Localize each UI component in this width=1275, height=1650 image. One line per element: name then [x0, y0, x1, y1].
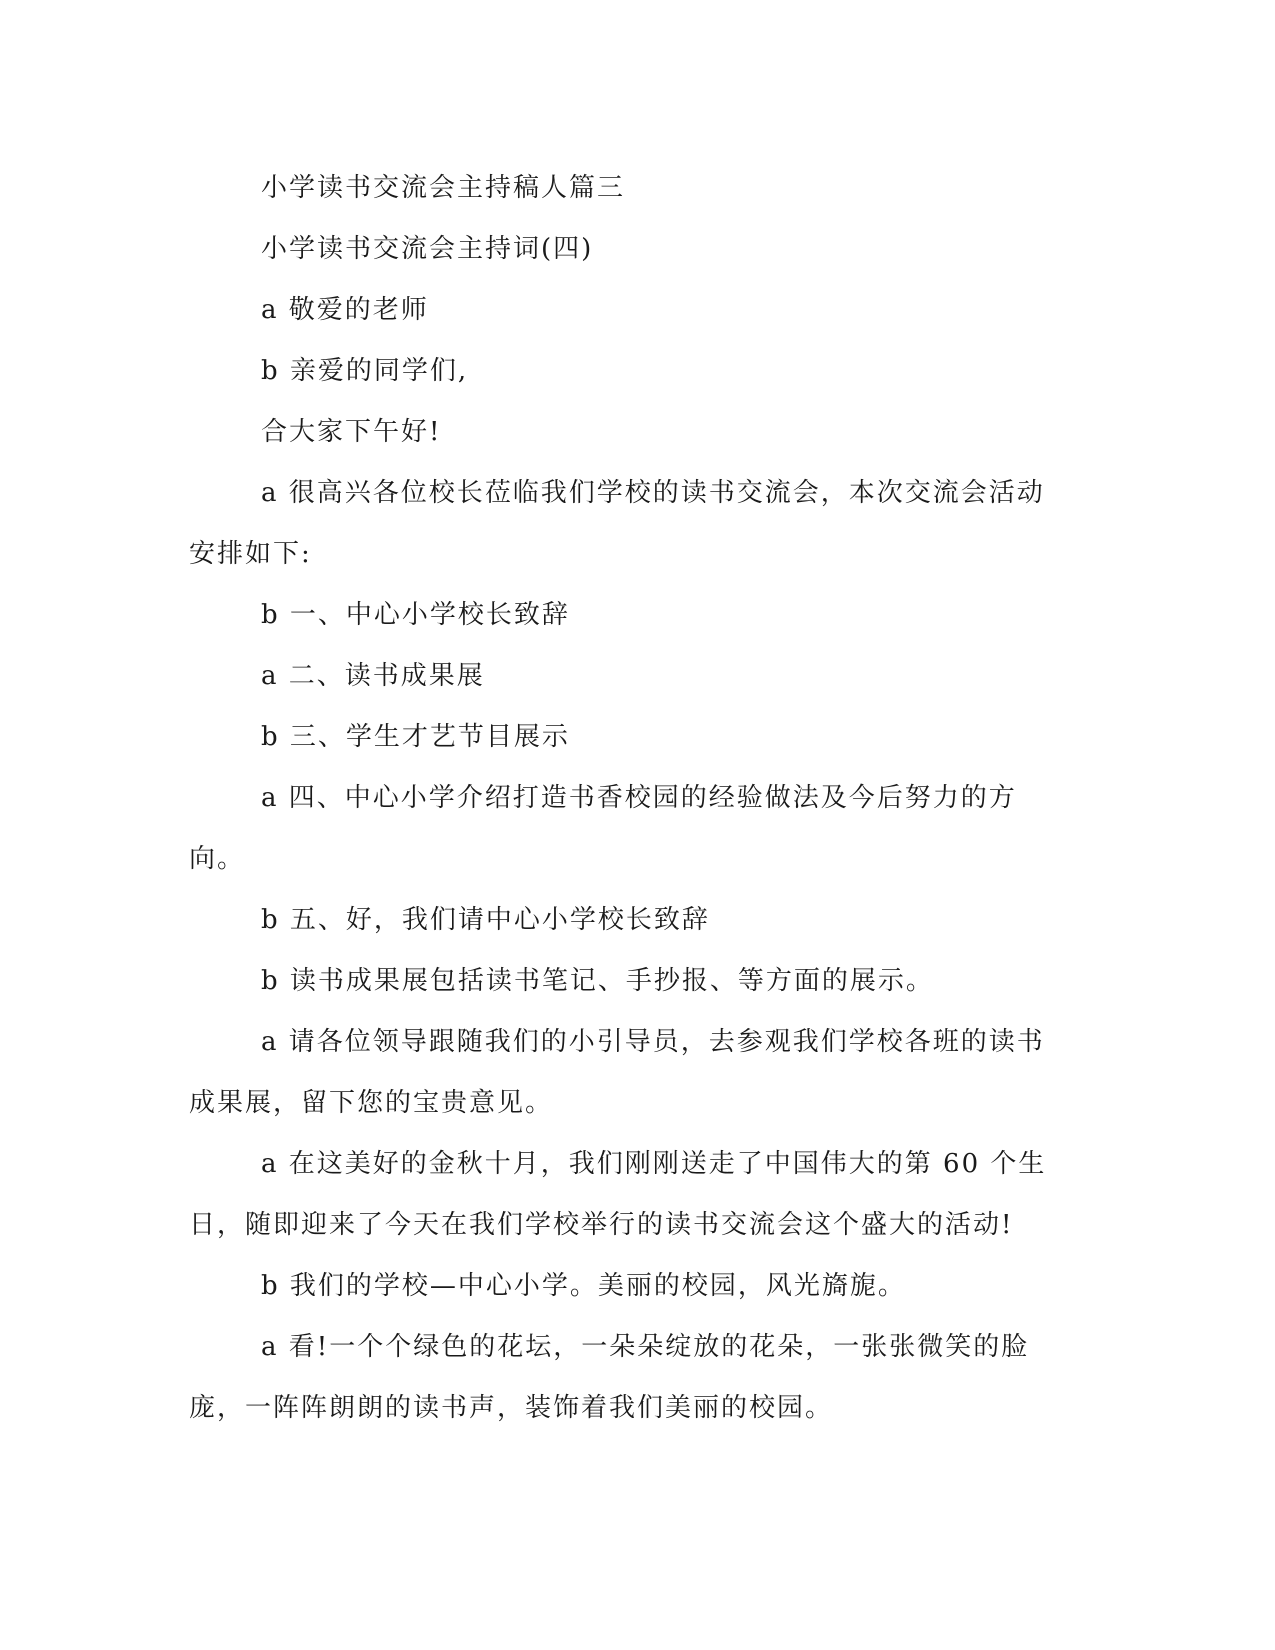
paragraph: a 四、中心小学介绍打造书香校园的经验做法及今后努力的方向。	[189, 783, 1017, 874]
document-subheading: 小学读书交流会主持词(四)	[261, 234, 594, 264]
paragraph: 合大家下午好!	[261, 417, 442, 447]
document-heading: 小学读书交流会主持稿人篇三	[261, 173, 626, 203]
paragraph: b 亲爱的同学们,	[261, 356, 469, 386]
paragraph: a 在这美好的金秋十月，我们刚刚送走了中国伟大的第 60 个生日，随即迎来了今天在我们学校举行的读书交流会这个盛大的活动!	[189, 1149, 1047, 1240]
document-body	[189, 158, 1069, 1439]
paragraph: b 五、好，我们请中心小学校长致辞	[261, 905, 710, 935]
paragraph: a 很高兴各位校长莅临我们学校的读书交流会，本次交流会活动安排如下:	[189, 478, 1045, 569]
paragraph: b 读书成果展包括读书笔记、手抄报、等方面的展示。	[261, 966, 934, 996]
paragraph: b 我们的学校—中心小学。美丽的校园，风光旖旎。	[261, 1271, 906, 1301]
paragraph: a 敬爱的老师	[261, 295, 429, 325]
paragraph: a 二、读书成果展	[261, 661, 485, 691]
paragraph: a 请各位领导跟随我们的小引导员，去参观我们学校各班的读书成果展，留下您的宝贵意见。	[189, 1027, 1045, 1118]
paragraph: a 看!一个个绿色的花坛，一朵朵绽放的花朵，一张张微笑的脸庞，一阵阵朗朗的读书声，装饰着我们美丽的校园。	[189, 1332, 1030, 1423]
paragraph: b 三、学生才艺节目展示	[261, 722, 570, 752]
paragraph: b 一、中心小学校长致辞	[261, 600, 570, 630]
